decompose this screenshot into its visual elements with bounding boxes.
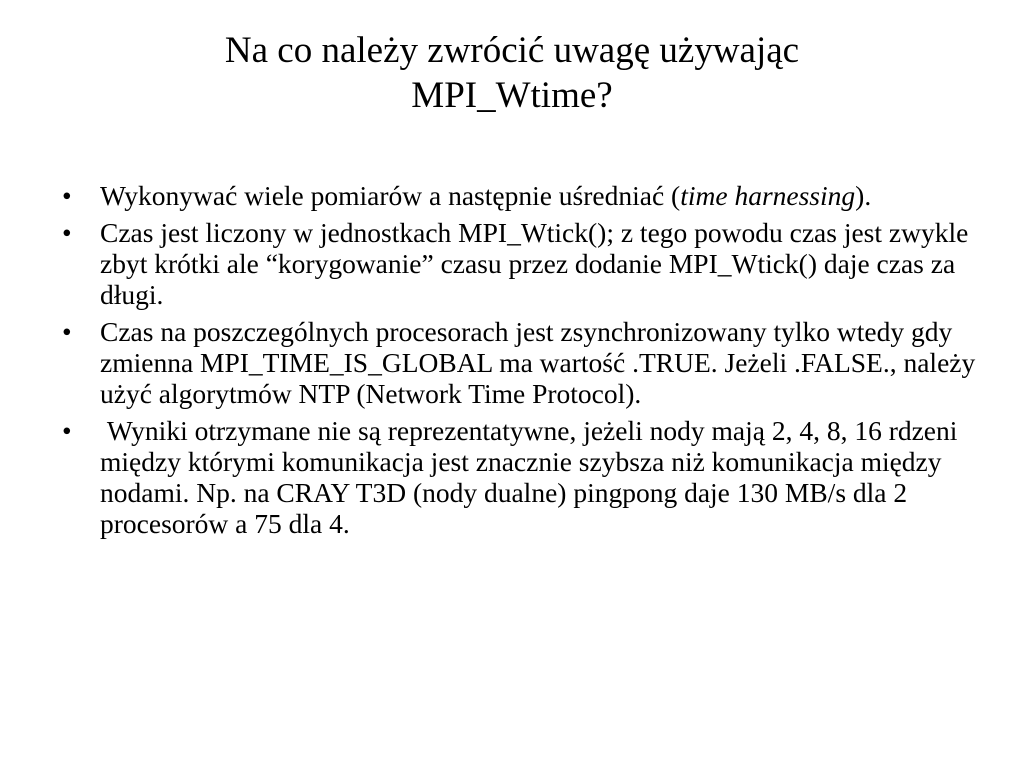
bullet-list xyxy=(56,180,976,545)
bullet-text xyxy=(100,180,871,211)
bullet-marker: • xyxy=(62,180,72,211)
bullet-item-results xyxy=(56,415,976,539)
slide-title xyxy=(112,28,912,118)
bullet-item-wtick xyxy=(56,217,976,310)
bullet-item-averaging xyxy=(56,180,976,211)
bullet-text: Czas jest liczony w jednostkach MPI_Wtick(); z tego powodu czas jest zwykle zbyt krótki ale “korygowanie” czasu przez dodanie MPI_Wtick() daje czas za długi. xyxy=(100,217,969,310)
bullet-text-after: ). xyxy=(855,180,872,211)
slide-title-line-2: MPI_Wtime? xyxy=(411,75,613,116)
bullet-marker: • xyxy=(62,217,72,248)
bullet-text-before: Wykonywać wiele pomiarów a następnie uśredniać ( xyxy=(100,180,681,211)
slide-title-line-1: Na co należy zwrócić uwagę używając xyxy=(224,30,800,71)
bullet-marker: • xyxy=(62,415,72,446)
bullet-text-italic: time harnessing xyxy=(680,180,856,211)
bullet-item-time-sync xyxy=(56,316,976,409)
bullet-text: Wyniki otrzymane nie są reprezentatywne, jeżeli nody mają 2, 4, 8, 16 rdzeni między którymi komunikacja jest znacznie szybsza niż komunikacja między nodami. Np. na CRAY T3D (nody dualne) pingpong daje 130 MB/s dla 2 procesorów a 75 dla 4. xyxy=(100,415,965,539)
bullet-marker: • xyxy=(62,316,72,347)
bullet-text: Czas na poszczególnych procesorach jest zsynchronizowany tylko wtedy gdy zmienna MPI_TIME_IS_GLOBAL ma wartość .TRUE. Jeżeli .FALSE., należy użyć algorytmów NTP (Network Time Protocol). xyxy=(100,316,976,409)
